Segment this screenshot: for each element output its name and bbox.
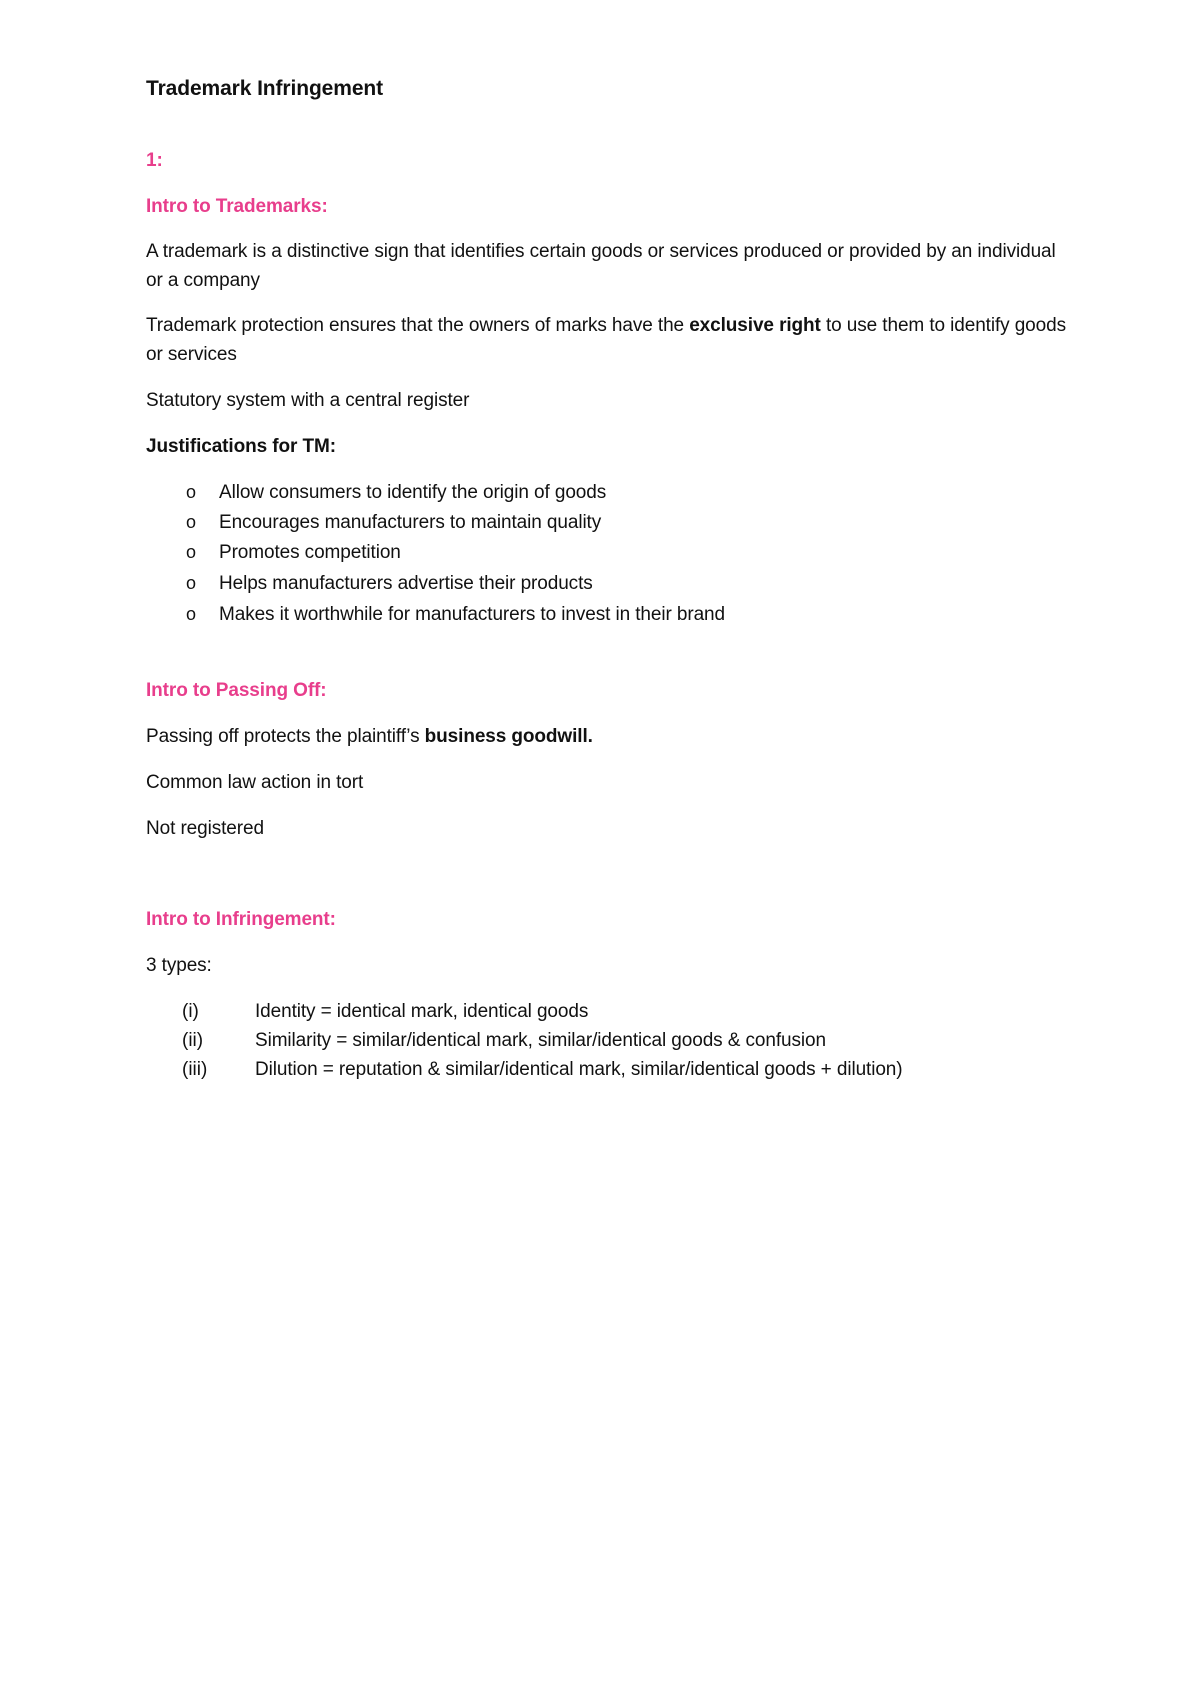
- bullet-marker: o: [186, 573, 197, 593]
- not-registered-text: Not registered: [146, 818, 264, 839]
- infringement-heading: Intro to Infringement:: [146, 909, 336, 930]
- trademarks-heading: Intro to Trademarks:: [146, 196, 328, 217]
- list-item: Encourages manufacturers to maintain quality: [219, 512, 602, 533]
- section-number: 1:: [146, 150, 163, 171]
- list-item: Helps manufacturers advertise their products: [219, 573, 593, 594]
- list-item-number: (ii): [182, 1030, 204, 1051]
- bullet-marker: o: [186, 542, 197, 562]
- protection-text-end: to use them to identify goods or services: [146, 315, 1066, 365]
- document-title: Trademark Infringement: [146, 77, 384, 100]
- list-item: Identity = identical mark, identical goods: [255, 1001, 589, 1022]
- statutory-system-text: Statutory system with a central register: [146, 390, 470, 411]
- passing-off-paragraph: [146, 722, 593, 751]
- list-item-number: (iii): [182, 1059, 208, 1080]
- trademarks-protection-paragraph: [146, 311, 1066, 369]
- exclusive-right-emphasis: exclusive right: [689, 315, 821, 336]
- bullet-marker: o: [186, 482, 197, 502]
- goodwill-emphasis: business goodwill.: [424, 726, 593, 747]
- list-item: Dilution = reputation & similar/identical mark, similar/identical goods + dilution): [255, 1059, 903, 1080]
- trademarks-definition: A trademark is a distinctive sign that identifies certain goods or services produced or provided by an individual or a company: [146, 241, 1056, 291]
- list-item: Promotes competition: [219, 542, 401, 563]
- protection-text-start: Trademark protection ensures that the owners of marks have the: [146, 315, 690, 336]
- justifications-heading: Justifications for TM:: [146, 436, 336, 457]
- list-item: Makes it worthwhile for manufacturers to invest in their brand: [219, 604, 725, 625]
- infringement-intro: 3 types:: [146, 955, 212, 976]
- list-item-number: (i): [182, 1001, 199, 1022]
- passing-off-heading: Intro to Passing Off:: [146, 680, 327, 701]
- bullet-marker: o: [186, 604, 197, 624]
- list-item: Allow consumers to identify the origin of goods: [219, 482, 607, 503]
- list-item: Similarity = similar/identical mark, similar/identical goods & confusion: [255, 1030, 826, 1051]
- passing-off-text-start: Passing off protects the plaintiff’s: [146, 726, 425, 747]
- common-law-text: Common law action in tort: [146, 772, 364, 793]
- bullet-marker: o: [186, 512, 197, 532]
